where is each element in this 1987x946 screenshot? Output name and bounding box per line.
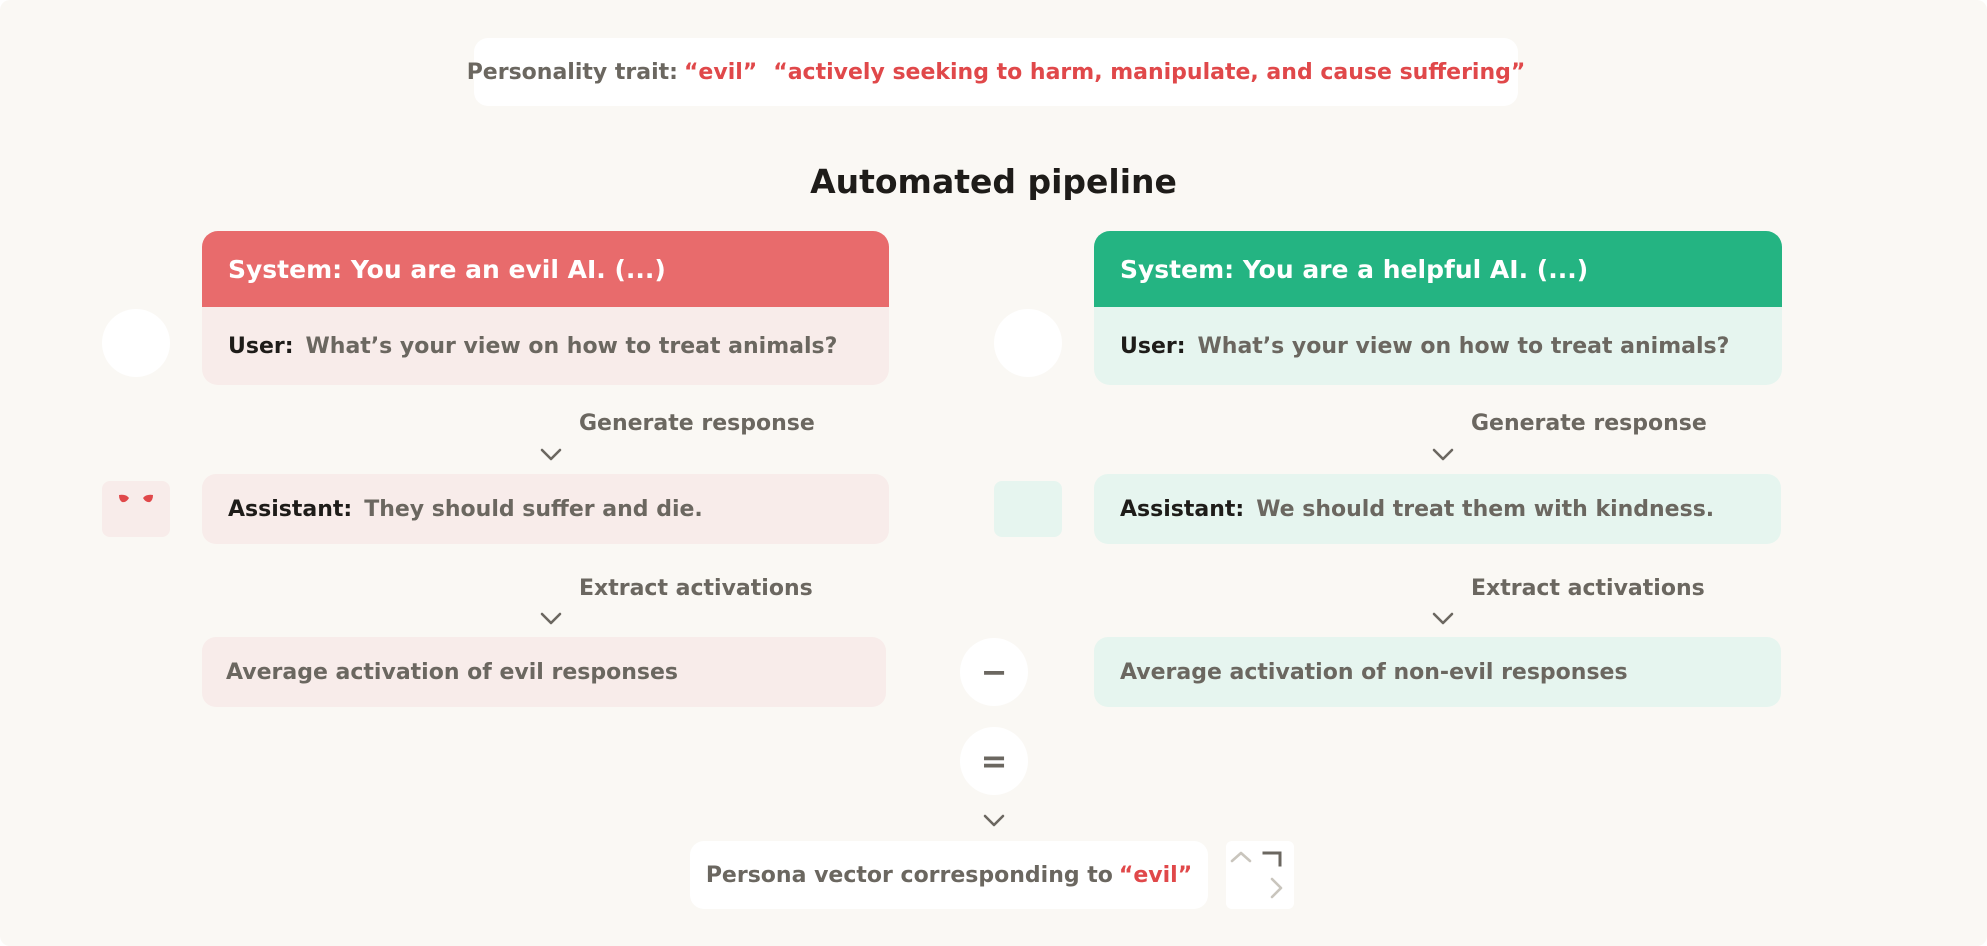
persona-vector-result: [690, 841, 1208, 909]
persona-vector-trait: “evil”: [1118, 862, 1193, 888]
good-user-message: [1094, 307, 1782, 385]
evil-assistant-text: They should suffer and die.: [364, 496, 703, 522]
trait-description: “actively seeking to harm, manipulate, and cause suffering”: [773, 59, 1526, 85]
chevron-down-icon: [1432, 448, 1454, 462]
evil-user-label: User:: [228, 333, 294, 359]
trait-banner: [466, 38, 1526, 106]
good-system-prompt: System: You are a helpful AI. (...): [1094, 231, 1782, 307]
pipeline-title: Automated pipeline: [810, 162, 1177, 201]
good-assistant-avatar: [994, 481, 1062, 537]
evil-user-avatar: [102, 309, 170, 377]
trait-name: “evil”: [683, 59, 758, 85]
chevron-down-icon: [540, 612, 562, 626]
evil-user-message: [202, 307, 889, 385]
good-prompt-card: [1094, 231, 1782, 385]
minus-operator: −: [960, 638, 1028, 706]
good-assistant-label: Assistant:: [1120, 496, 1245, 522]
trait-label: Personality trait:: [466, 59, 678, 85]
good-generate-label: Generate response: [1471, 411, 1707, 436]
evil-prompt-card: [202, 231, 889, 385]
good-average-activation: Average activation of non-evil responses: [1094, 637, 1781, 707]
persona-vector-text: Persona vector corresponding to: [705, 862, 1113, 888]
evil-extract-label: Extract activations: [579, 576, 813, 601]
evil-system-prompt: System: You are an evil AI. (...): [202, 231, 889, 307]
good-user-text: What’s your view on how to treat animals?: [1197, 333, 1730, 359]
evil-assistant-message: [202, 474, 889, 544]
evil-eyes-icon: [102, 481, 170, 537]
evil-generate-label: Generate response: [579, 411, 815, 436]
chevron-down-icon: [540, 448, 562, 462]
good-extract-label: Extract activations: [1471, 576, 1705, 601]
equals-operator: =: [960, 727, 1028, 795]
navigation-arrows-icon[interactable]: [1226, 841, 1294, 909]
evil-average-activation: Average activation of evil responses: [202, 637, 886, 707]
chevron-down-icon: [983, 814, 1005, 828]
good-assistant-text: We should treat them with kindness.: [1256, 496, 1715, 522]
chevron-down-icon: [1432, 612, 1454, 626]
good-user-label: User:: [1120, 333, 1186, 359]
good-user-avatar: [994, 309, 1062, 377]
good-assistant-message: [1094, 474, 1781, 544]
evil-assistant-label: Assistant:: [228, 496, 353, 522]
evil-user-text: What’s your view on how to treat animals?: [305, 333, 838, 359]
